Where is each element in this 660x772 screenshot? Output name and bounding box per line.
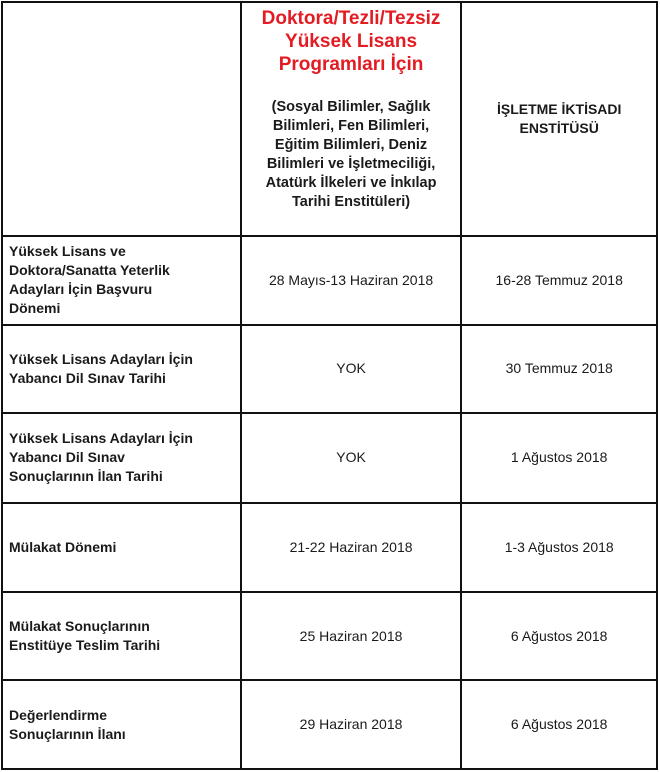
- label-line: Yabancı Dil Sınav Tarihi: [9, 369, 166, 386]
- table-row: [2, 680, 657, 769]
- label-line: Dönemi: [9, 300, 61, 317]
- institute-line: İŞLETME İKTİSADI: [496, 101, 622, 118]
- table-row: [2, 236, 657, 324]
- label-line: Yabancı Dil Sınav: [9, 449, 125, 466]
- subtitle-line: Bilimleri, Fen Bilimleri,: [272, 118, 430, 134]
- label-line: Yüksek Lisans Adayları İçin: [9, 350, 193, 367]
- programs-date: 29 Haziran 2018: [241, 680, 462, 769]
- institute-line: ENSTİTÜSÜ: [519, 120, 599, 137]
- schedule-table: [1, 1, 658, 770]
- institute-date: 1 Ağustos 2018: [461, 413, 657, 502]
- label-line: Enstitüye Teslim Tarihi: [9, 637, 161, 654]
- label-line: Sonuçlarının İlan Tarihi: [9, 468, 163, 485]
- row-label: [2, 413, 241, 502]
- subtitle-line: (Sosyal Bilimler, Sağlık: [271, 99, 431, 115]
- label-line: Mülakat Sonuçlarının: [9, 618, 150, 635]
- header-empty-cell: [2, 2, 241, 236]
- title-line: Doktora/Tezli/Tezsiz: [261, 8, 441, 29]
- institute-date: 1-3 Ağustos 2018: [461, 503, 657, 592]
- institute-date: 6 Ağustos 2018: [461, 680, 657, 769]
- label-line: Yüksek Lisans ve: [9, 243, 126, 260]
- label-line: Sonuçlarının İlanı: [9, 725, 126, 742]
- row-label: [2, 592, 241, 680]
- institute-date: 6 Ağustos 2018: [461, 592, 657, 680]
- row-label: [2, 325, 241, 413]
- label-line: Yüksek Lisans Adayları İçin: [9, 430, 193, 447]
- header-row: [2, 2, 657, 236]
- header-institute-cell: [461, 2, 657, 236]
- label-line: Mülakat Dönemi: [9, 538, 117, 555]
- label-line: Değerlendirme: [9, 706, 108, 723]
- programs-date: YOK: [241, 413, 462, 502]
- programs-title: [242, 7, 461, 76]
- subtitle-line: Atatürk İlkeleri ve İnkılap: [265, 175, 437, 191]
- row-label: [2, 503, 241, 592]
- table-row: [2, 325, 657, 413]
- programs-date: 25 Haziran 2018: [241, 592, 462, 680]
- table-row: [2, 592, 657, 680]
- subtitle-line: Bilimleri ve İşletmeciliği,: [266, 156, 436, 172]
- label-line: Adayları İçin Başvuru: [9, 281, 153, 298]
- row-label: [2, 680, 241, 769]
- header-programs-cell: [241, 2, 462, 236]
- subtitle-line: Tarihi Enstitüleri): [291, 194, 411, 210]
- institute-date: 16-28 Temmuz 2018: [461, 236, 657, 324]
- institute-date: 30 Temmuz 2018: [461, 325, 657, 413]
- table-row: [2, 413, 657, 502]
- programs-date: 21-22 Haziran 2018: [241, 503, 462, 592]
- programs-date: 28 Mayıs-13 Haziran 2018: [241, 236, 462, 324]
- title-line: Yüksek Lisans: [285, 31, 418, 52]
- title-line: Programları İçin: [278, 54, 424, 75]
- programs-subtitle: [242, 98, 461, 212]
- table-row: [2, 503, 657, 592]
- programs-date: YOK: [241, 325, 462, 413]
- subtitle-line: Eğitim Bilimleri, Deniz: [274, 137, 428, 153]
- row-label: [2, 236, 241, 324]
- label-line: Doktora/Sanatta Yeterlik: [9, 262, 170, 279]
